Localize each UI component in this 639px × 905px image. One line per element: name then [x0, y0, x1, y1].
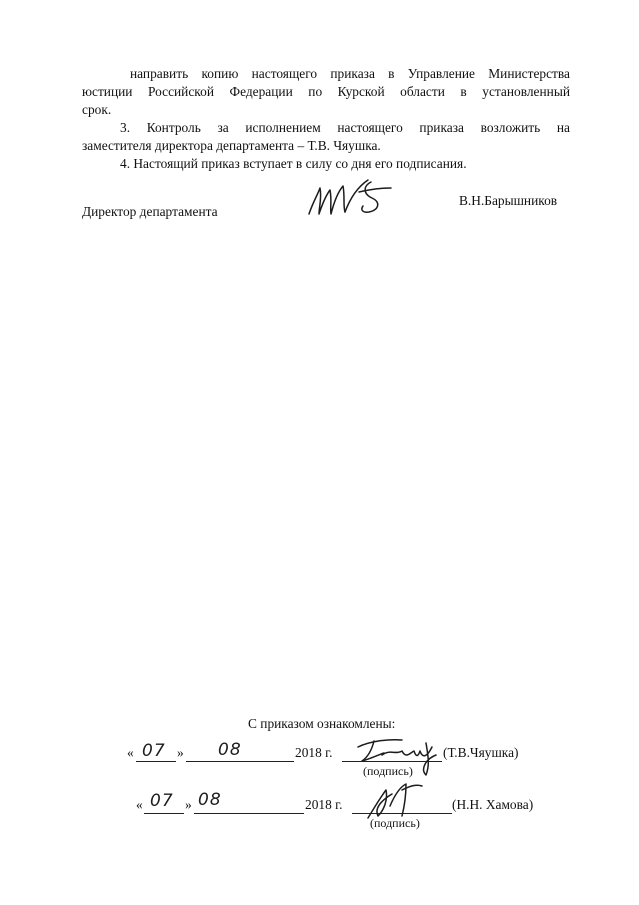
day-underline: [136, 761, 176, 762]
paragraph-3-line-2: заместителя директора департамента – Т.В. Чяушка.: [82, 138, 381, 153]
open-quote: «: [127, 745, 134, 760]
paragraph-3-line-1: 3. Контроль за исполнением настоящего приказа возложить на: [120, 120, 570, 135]
handwritten-day: 07: [150, 791, 174, 811]
paragraph-2-line-3: срок.: [82, 102, 112, 117]
year-text: 2018 г.: [305, 797, 343, 812]
director-signature: [305, 176, 400, 221]
day-underline: [144, 813, 184, 814]
signer-name: (Н.Н. Хамова): [452, 797, 534, 812]
handwritten-month: 08: [198, 790, 222, 810]
paragraph-2-line-1: направить копию настоящего приказа в Управление Министерства: [130, 66, 570, 81]
paragraph-4-line-1: 4. Настоящий приказ вступает в силу со дня его подписания.: [120, 156, 467, 171]
signer-name: (Т.В.Чяушка): [443, 745, 519, 760]
signer-name: В.Н.Барышников: [459, 193, 558, 208]
signature-label: (подпись): [370, 816, 420, 830]
month-underline: [186, 761, 294, 762]
acknowledgement-heading: С приказом ознакомлены:: [248, 716, 396, 731]
signature-label: (подпись): [363, 764, 413, 778]
signer-position: Директор департамента: [82, 204, 218, 219]
close-quote: »: [185, 797, 192, 812]
handwritten-month: 08: [218, 740, 242, 760]
open-quote: «: [136, 797, 143, 812]
close-quote: »: [177, 745, 184, 760]
paragraph-2-line-2: юстиции Российской Федерации по Курской области в установленный: [82, 84, 570, 99]
handwritten-day: 07: [142, 741, 166, 761]
year-text: 2018 г.: [295, 745, 333, 760]
month-underline: [194, 813, 304, 814]
